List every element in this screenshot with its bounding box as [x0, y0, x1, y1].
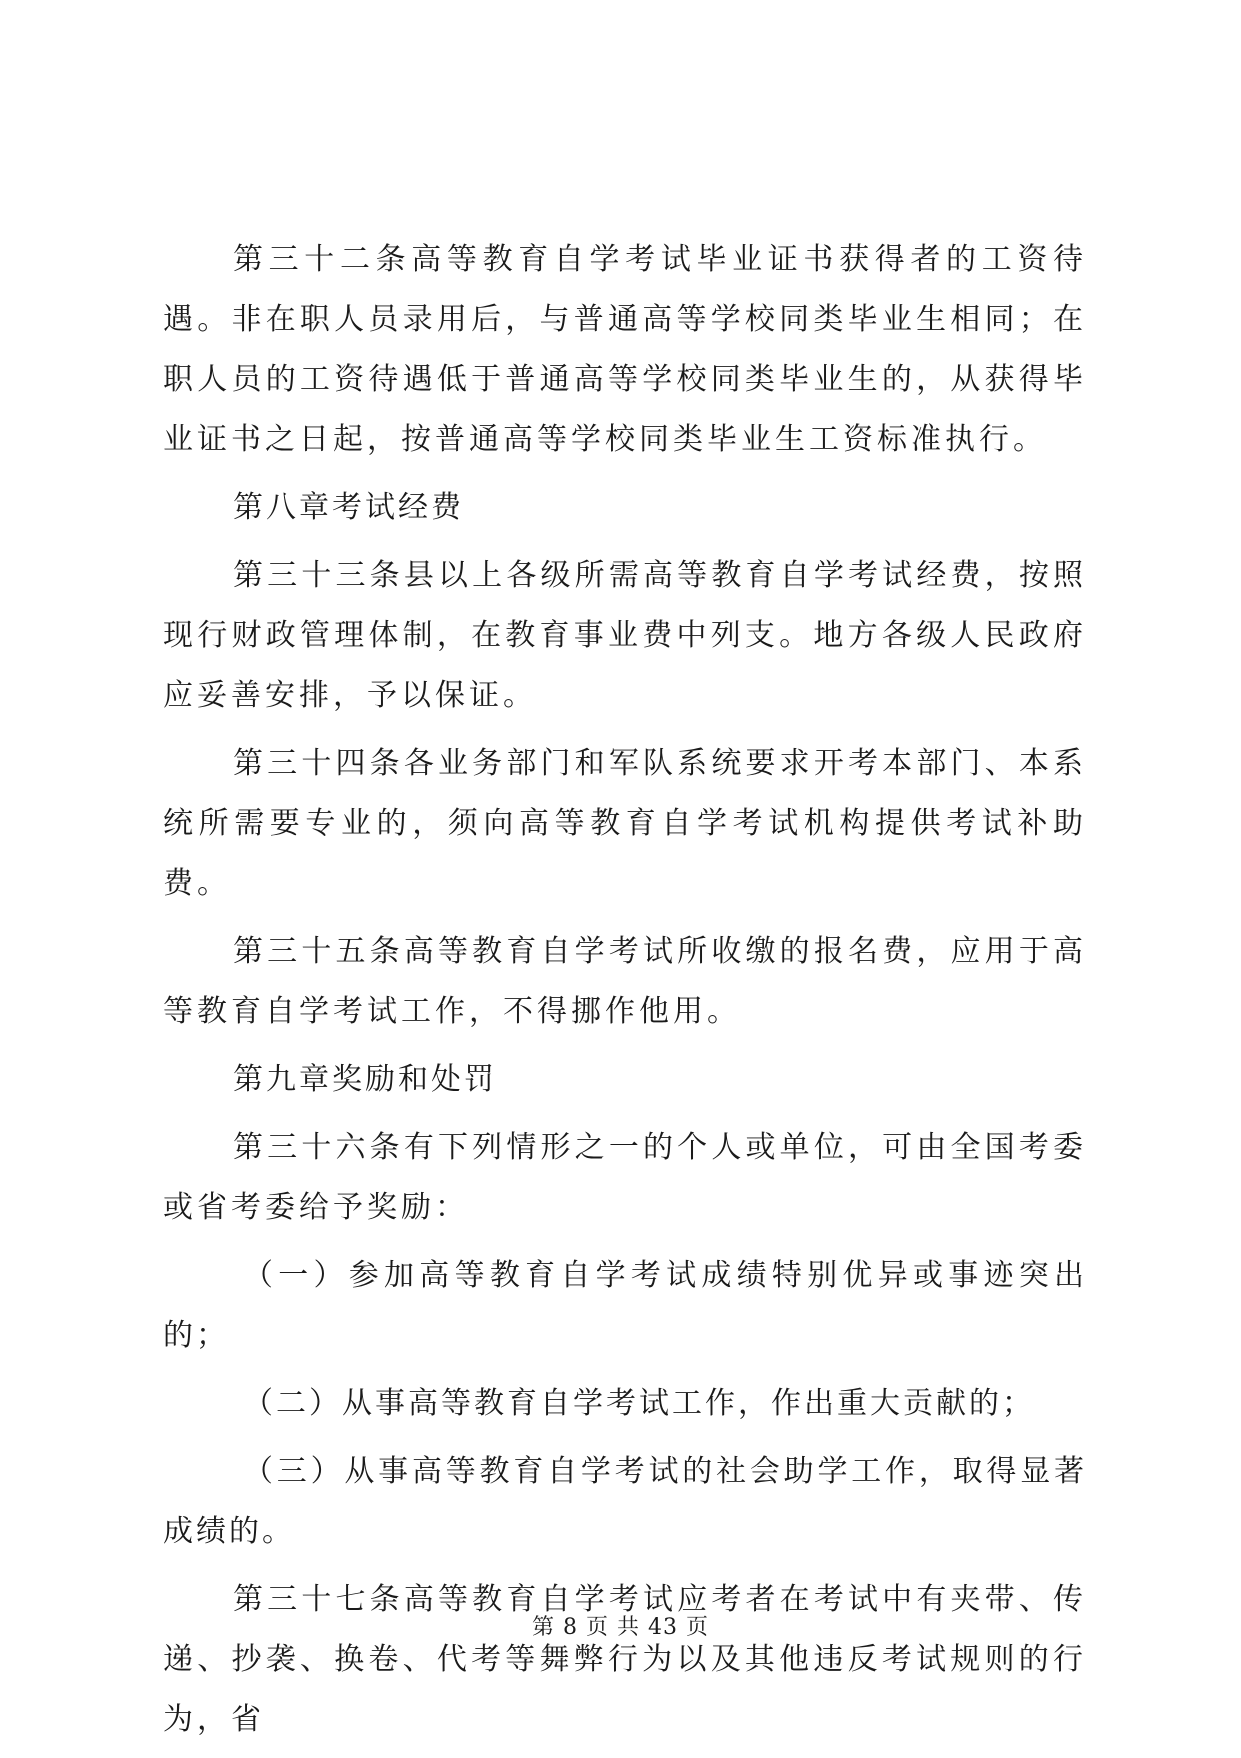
list-item-1: （一）参加高等教育自学考试成绩特别优异或事迹突出的； — [163, 1258, 1087, 1353]
paragraph-article-33: 第三十三条县以上各级所需高等教育自学考试经费，按照现行财政管理体制，在教育事业费中列支。地方各级人民政府应妥善安排，予以保证。 — [163, 558, 1087, 713]
paragraph-article-32: 第三十二条高等教育自学考试毕业证书获得者的工资待遇。非在职人员录用后，与普通高等学校同类毕业生相同；在职人员的工资待遇低于普通高等学校同类毕业生的，从获得毕业证书之日起，按普通高等学校同类毕业生工资标准执行。 — [163, 242, 1087, 457]
paragraph-article-34: 第三十四条各业务部门和军队系统要求开考本部门、本系统所需要专业的，须向高等教育自学考试机构提供考试补助费。 — [163, 746, 1087, 901]
list-item-3: （三）从事高等教育自学考试的社会助学工作，取得显著成绩的。 — [163, 1454, 1087, 1549]
paragraph-article-36: 第三十六条有下列情形之一的个人或单位，可由全国考委或省考委给予奖励： — [163, 1130, 1087, 1225]
paragraph-article-37: 第三十七条高等教育自学考试应考者在考试中有夹带、传递、抄袭、换卷、代考等舞弊行为以及其他违反考试规则的行为，省 — [163, 1582, 1087, 1737]
list-item-2: （二）从事高等教育自学考试工作，作出重大贡献的； — [243, 1386, 1035, 1421]
page-number-footer: 第 8 页 共 43 页 — [532, 1615, 709, 1640]
paragraph-article-35: 第三十五条高等教育自学考试所收缴的报名费，应用于高等教育自学考试工作，不得挪作他用。 — [163, 934, 1087, 1029]
chapter-heading-9: 第九章奖励和处罚 — [233, 1062, 497, 1097]
chapter-heading-8: 第八章考试经费 — [233, 490, 464, 525]
document-body — [163, 230, 1087, 1758]
